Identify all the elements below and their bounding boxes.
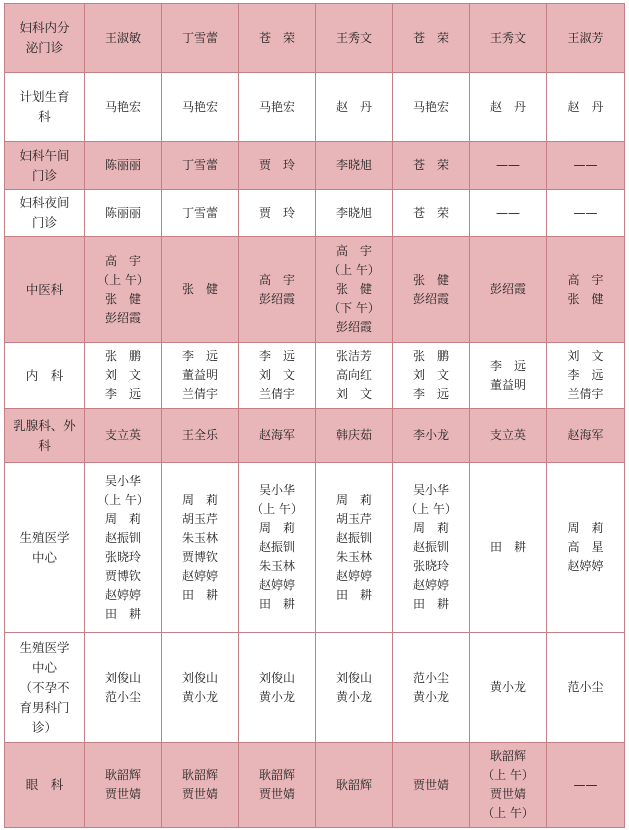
schedule-cell <box>316 409 393 463</box>
schedule-cell <box>547 743 625 828</box>
schedule-cell <box>547 190 625 237</box>
doctor-names: —— <box>573 777 598 792</box>
department-name: 生殖医学 中心 <box>19 529 70 565</box>
doctor-names: 范小尘 <box>567 680 604 694</box>
schedule-cell <box>239 190 316 237</box>
schedule-cell <box>316 343 393 409</box>
schedule-cell <box>470 409 547 463</box>
schedule-cell <box>393 409 470 463</box>
schedule-cell <box>393 73 470 142</box>
doctor-names: 马艳宏 <box>104 99 141 114</box>
department-cell <box>5 142 85 190</box>
doctor-names: 周 莉 胡玉芹 赵振钏 朱玉林 赵婷婷 田 耕 <box>335 492 372 602</box>
schedule-cell <box>162 409 239 463</box>
doctor-names: 吴小华 （上 午） 周 莉 赵振钏 张晓玲 贾博钦 赵婷婷 田 耕 <box>97 473 149 621</box>
doctor-names: 王淑芳 <box>567 30 604 45</box>
department-cell <box>5 73 85 142</box>
doctor-names: 苍 荣 <box>412 158 449 172</box>
doctor-names: 支立英 <box>489 428 526 442</box>
schedule-cell <box>547 237 625 343</box>
department-cell <box>5 343 85 409</box>
doctor-names: 王全乐 <box>181 428 218 442</box>
schedule-cell <box>470 237 547 343</box>
table-row <box>5 73 625 142</box>
doctor-names: 苍 荣 <box>258 30 295 45</box>
schedule-cell <box>547 4 625 73</box>
table-row <box>5 463 625 633</box>
schedule-cell <box>162 633 239 743</box>
schedule-cell <box>239 743 316 828</box>
doctor-names: —— <box>496 205 520 220</box>
table-row <box>5 343 625 409</box>
schedule-cell <box>85 409 162 463</box>
doctor-names: 范小尘 黄小龙 <box>412 670 449 704</box>
doctor-names: 刘俊山 黄小龙 <box>258 670 295 704</box>
doctor-names: 马艳宏 <box>412 99 449 114</box>
doctor-names: 吴小华 （上 午） 周 莉 赵振钏 张晓玲 赵婷婷 田 耕 <box>405 483 457 611</box>
doctor-names: 赵 丹 <box>567 99 604 114</box>
schedule-cell <box>85 343 162 409</box>
table-row <box>5 142 625 190</box>
schedule-cell <box>470 633 547 743</box>
table-row <box>5 190 625 237</box>
duty-schedule-table <box>4 3 625 828</box>
doctor-names: 高 宇 彭绍霞 <box>258 272 295 306</box>
doctor-names: 韩庆茹 <box>335 428 372 442</box>
schedule-cell <box>239 409 316 463</box>
doctor-names: 张 鹏 刘 文 李 远 <box>412 349 449 401</box>
doctor-names: 李晓旭 <box>335 158 372 172</box>
schedule-cell <box>239 142 316 190</box>
doctor-names: 张 健 <box>181 282 218 296</box>
doctor-names: —— <box>496 158 520 172</box>
schedule-cell <box>162 237 239 343</box>
department-name: 眼 科 <box>25 777 64 792</box>
schedule-cell <box>470 190 547 237</box>
doctor-names: 丁雪蕾 <box>181 205 218 220</box>
doctor-names: 吴小华 （上 午） 周 莉 赵振钏 朱玉林 赵婷婷 田 耕 <box>251 483 303 611</box>
table-row <box>5 633 625 743</box>
schedule-cell <box>239 463 316 633</box>
doctor-names: 耿韶辉 贾世婧 <box>258 768 295 801</box>
table-row <box>5 4 625 73</box>
schedule-cell <box>316 743 393 828</box>
doctor-names: 张洁芳 高向红 刘 文 <box>335 349 372 401</box>
doctor-names: 刘俊山 黄小龙 <box>335 670 372 704</box>
schedule-cell <box>547 463 625 633</box>
schedule-cell <box>393 142 470 190</box>
doctor-names: 黄小龙 <box>489 680 526 694</box>
doctor-names: 周 莉 胡玉芹 朱玉林 贾博钦 赵婷婷 田 耕 <box>181 492 218 602</box>
schedule-cell <box>393 743 470 828</box>
schedule-cell <box>239 237 316 343</box>
doctor-names: 马艳宏 <box>181 99 218 114</box>
schedule-cell <box>239 4 316 73</box>
doctor-names: 贾世婧 <box>412 777 449 792</box>
schedule-cell <box>470 142 547 190</box>
doctor-names: —— <box>573 205 598 220</box>
schedule-cell <box>85 633 162 743</box>
table-row <box>5 409 625 463</box>
doctor-names: 李小龙 <box>412 428 449 442</box>
schedule-cell <box>393 463 470 633</box>
doctor-names: 李 远 刘 文 兰倩宇 <box>258 349 295 401</box>
doctor-names: 赵海军 <box>258 428 295 442</box>
schedule-cell <box>393 237 470 343</box>
schedule-cell <box>162 743 239 828</box>
schedule-cell <box>162 73 239 142</box>
table-row <box>5 237 625 343</box>
department-name: 计划生育 科 <box>19 89 70 124</box>
doctor-names: 贾 玲 <box>258 158 295 172</box>
doctor-names: 周 莉 高 星 赵婷婷 <box>567 521 604 573</box>
department-name: 中医科 <box>25 281 64 297</box>
schedule-cell <box>393 4 470 73</box>
schedule-cell <box>393 343 470 409</box>
doctor-names: 高 宇 张 健 <box>567 272 604 306</box>
doctor-names: 王秀文 <box>489 30 526 45</box>
schedule-cell <box>316 142 393 190</box>
doctor-names: 陈丽丽 <box>104 158 141 172</box>
doctor-names: 彭绍霞 <box>489 282 526 296</box>
schedule-cell <box>547 73 625 142</box>
doctor-names: 王秀文 <box>335 30 372 45</box>
schedule-cell <box>239 633 316 743</box>
schedule-cell <box>162 463 239 633</box>
schedule-cell <box>162 190 239 237</box>
schedule-cell <box>85 4 162 73</box>
schedule-cell <box>85 237 162 343</box>
schedule-cell <box>470 743 547 828</box>
table-row <box>5 743 625 828</box>
doctor-names: 田 耕 <box>489 540 526 554</box>
doctor-names: 刘 文 李 远 兰倩宇 <box>567 349 604 401</box>
schedule-cell <box>85 190 162 237</box>
schedule-cell <box>85 73 162 142</box>
department-name: 生殖医学 中心 （不孕不 育男科门 诊） <box>19 639 70 735</box>
schedule-cell <box>393 633 470 743</box>
department-cell <box>5 633 85 743</box>
doctor-names: 丁雪蕾 <box>181 158 218 172</box>
schedule-cell <box>547 633 625 743</box>
doctor-names: 耿韶辉 贾世婧 <box>104 768 141 801</box>
schedule-cell <box>316 237 393 343</box>
doctor-names: 王淑敏 <box>104 30 141 45</box>
doctor-names: 张 健 彭绍霞 <box>412 272 449 306</box>
department-name: 乳腺科、外 科 <box>13 417 76 453</box>
doctor-names: 耿韶辉 贾世婧 <box>181 768 218 801</box>
schedule-cell <box>470 4 547 73</box>
schedule-cell <box>162 142 239 190</box>
schedule-cell <box>162 343 239 409</box>
doctor-names: 支立英 <box>104 428 141 442</box>
doctor-names: 高 宇 （上 午） 张 健 彭绍霞 <box>97 253 149 325</box>
doctor-names: 陈丽丽 <box>104 205 141 220</box>
department-name: 内 科 <box>25 367 64 383</box>
schedule-cell <box>239 73 316 142</box>
schedule-cell <box>85 142 162 190</box>
schedule-cell <box>239 343 316 409</box>
doctor-names: 张 鹏 刘 文 李 远 <box>104 349 141 401</box>
doctor-names: 贾 玲 <box>258 205 295 220</box>
department-cell <box>5 743 85 828</box>
department-cell <box>5 190 85 237</box>
schedule-cell <box>316 463 393 633</box>
schedule-cell <box>316 4 393 73</box>
schedule-cell <box>85 463 162 633</box>
department-cell <box>5 409 85 463</box>
schedule-cell <box>470 343 547 409</box>
department-name: 妇科夜间 门诊 <box>19 195 70 230</box>
doctor-names: 耿韶辉 （上 午） 贾世婧 （上 午） <box>482 749 534 820</box>
doctor-names: 刘俊山 范小尘 <box>104 670 141 704</box>
department-name: 妇科内分 泌门诊 <box>19 20 70 55</box>
doctor-names: 苍 荣 <box>412 205 449 220</box>
schedule-cell <box>393 190 470 237</box>
department-cell <box>5 237 85 343</box>
doctor-names: 李 远 董益明 兰倩宇 <box>181 349 218 401</box>
doctor-names: 赵海军 <box>567 428 604 442</box>
department-name: 妇科午间 门诊 <box>19 147 70 183</box>
schedule-cell <box>316 190 393 237</box>
doctor-names: 苍 荣 <box>412 30 449 45</box>
schedule-cell <box>547 142 625 190</box>
schedule-cell <box>547 343 625 409</box>
department-cell <box>5 4 85 73</box>
schedule-cell <box>470 73 547 142</box>
doctor-names: 马艳宏 <box>258 99 295 114</box>
schedule-cell <box>316 73 393 142</box>
doctor-names: 赵 丹 <box>489 99 526 114</box>
doctor-names: —— <box>573 158 598 172</box>
department-cell <box>5 463 85 633</box>
doctor-names: 赵 丹 <box>335 99 372 114</box>
doctor-names: 丁雪蕾 <box>181 30 218 45</box>
schedule-cell <box>470 463 547 633</box>
schedule-cell <box>547 409 625 463</box>
schedule-cell <box>162 4 239 73</box>
doctor-names: 李晓旭 <box>335 205 372 220</box>
doctor-names: 高 宇 （上 午） 张 健 （下 午） 彭绍霞 <box>328 244 380 334</box>
doctor-names: 耿韶辉 <box>335 777 372 792</box>
schedule-cell <box>316 633 393 743</box>
doctor-names: 刘俊山 黄小龙 <box>181 670 218 704</box>
schedule-cell <box>85 743 162 828</box>
doctor-names: 李 远 董益明 <box>489 358 526 392</box>
